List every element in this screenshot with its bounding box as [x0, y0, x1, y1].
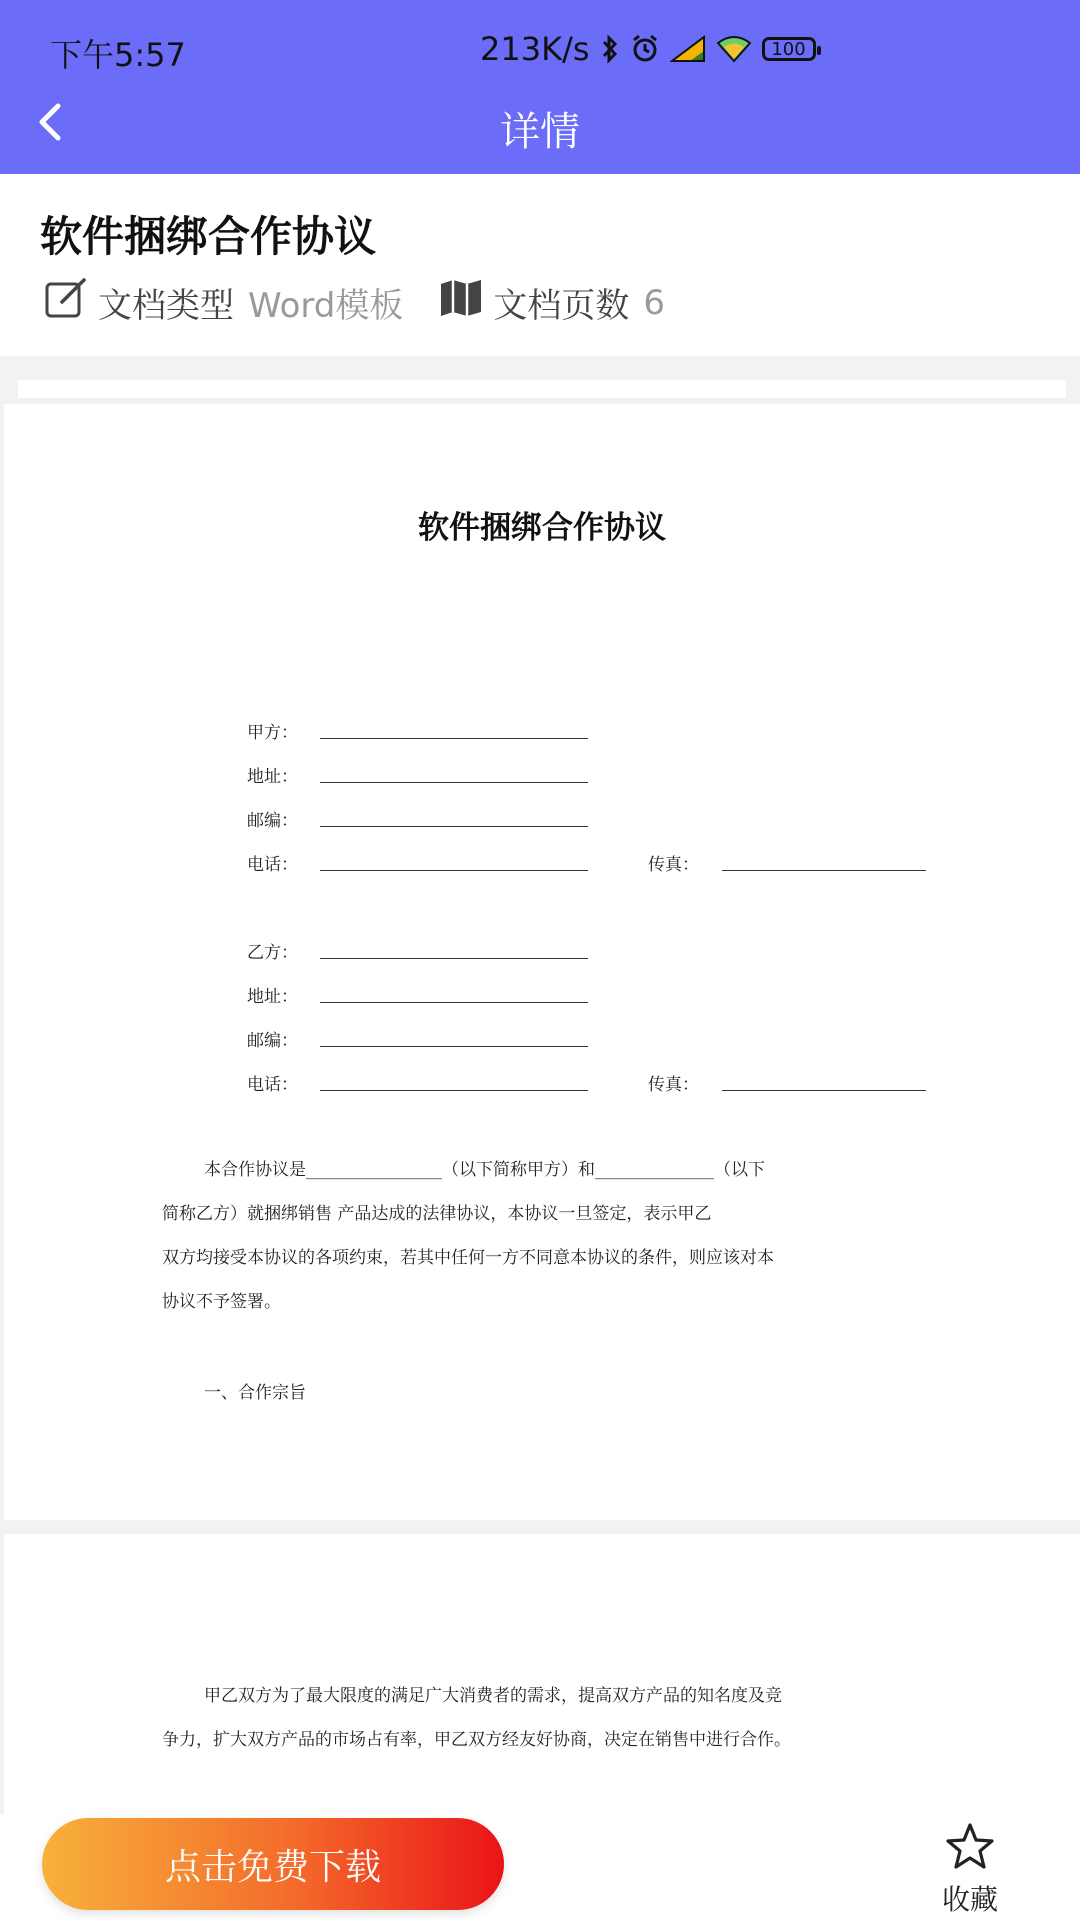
preview-top-strip	[18, 380, 1066, 398]
party-a-address-line	[320, 782, 588, 783]
signal-icon	[670, 35, 706, 63]
party-b-fax-label: 传真：	[648, 1075, 699, 1095]
party-b-line	[320, 958, 588, 959]
download-button[interactable]	[42, 1818, 504, 1910]
status-icons	[480, 30, 816, 68]
doc-pages-value: 6	[643, 282, 666, 323]
preview-page-1	[4, 404, 1080, 1520]
party-a-phone-label: 电话：	[247, 855, 298, 875]
party-b-address-line	[320, 1002, 588, 1003]
section-heading: 一、合作宗旨	[204, 1383, 306, 1403]
party-b-address-label: 地址：	[247, 987, 298, 1007]
document-info-card	[0, 174, 1080, 356]
app-header	[0, 0, 1080, 174]
party-b-zip-line	[320, 1046, 588, 1047]
status-time: 下午5:57	[50, 36, 186, 74]
doc-pages-label: 文档页数	[493, 286, 630, 326]
party-a-phone-line	[320, 870, 588, 871]
network-speed: 213K/s	[480, 30, 590, 68]
party-a-label: 甲方：	[247, 723, 298, 743]
party-b-zip-label: 邮编：	[247, 1031, 298, 1051]
map-icon	[439, 278, 483, 327]
favorite-button[interactable]	[930, 1822, 1010, 1918]
purpose-paragraph	[162, 1674, 932, 1762]
party-b-phone-label: 电话：	[247, 1075, 298, 1095]
preview-page-2	[4, 1534, 1080, 1814]
party-a-zip-label: 邮编：	[247, 811, 298, 831]
intro-line-2: 简称乙方）就捆绑销售 产品达成的法律协议，本协议一旦签定，表示甲乙	[162, 1204, 712, 1224]
purpose-line-1: 甲乙双方为了最大限度的满足广大消费者的需求，提高双方产品的知名度及竞	[204, 1686, 782, 1706]
party-a-fax-label: 传真：	[648, 855, 699, 875]
favorite-label: 收藏	[941, 1883, 998, 1916]
intro-line-4: 协议不予签署。	[162, 1292, 281, 1312]
party-a-fax-line	[722, 870, 926, 871]
intro-line-1: 本合作协议是________________（以下简称甲方）和______________（以下	[204, 1160, 765, 1180]
edit-icon	[44, 278, 88, 327]
party-b-phone-line	[320, 1090, 588, 1091]
party-b-label: 乙方：	[247, 943, 298, 963]
intro-paragraph	[162, 1148, 932, 1324]
star-icon	[944, 1822, 996, 1870]
bluetooth-icon	[600, 34, 620, 64]
battery-indicator: 100	[762, 37, 816, 61]
alarm-icon	[630, 34, 660, 64]
party-a-address-label: 地址：	[247, 767, 298, 787]
party-a-line	[320, 738, 588, 739]
doc-type-label: 文档类型	[98, 286, 234, 326]
page-title: 详情	[500, 109, 580, 155]
party-b-fax-line	[722, 1090, 926, 1091]
purpose-line-2: 争力，扩大双方产品的市场占有率，甲乙双方经友好协商，决定在销售中进行合作。	[162, 1730, 791, 1750]
document-title: 软件捆绑合作协议	[40, 212, 377, 261]
preview-doc-title: 软件捆绑合作协议	[418, 510, 666, 546]
document-meta	[44, 278, 665, 327]
intro-line-3: 双方均接受本协议的各项约束，若其中任何一方不同意本协议的条件，则应该对本	[162, 1248, 774, 1268]
wifi-icon	[716, 35, 752, 63]
party-a-zip-line	[320, 826, 588, 827]
doc-type-value: Word模板	[248, 286, 404, 326]
download-button-label: 点击免费下载	[164, 1846, 381, 1888]
